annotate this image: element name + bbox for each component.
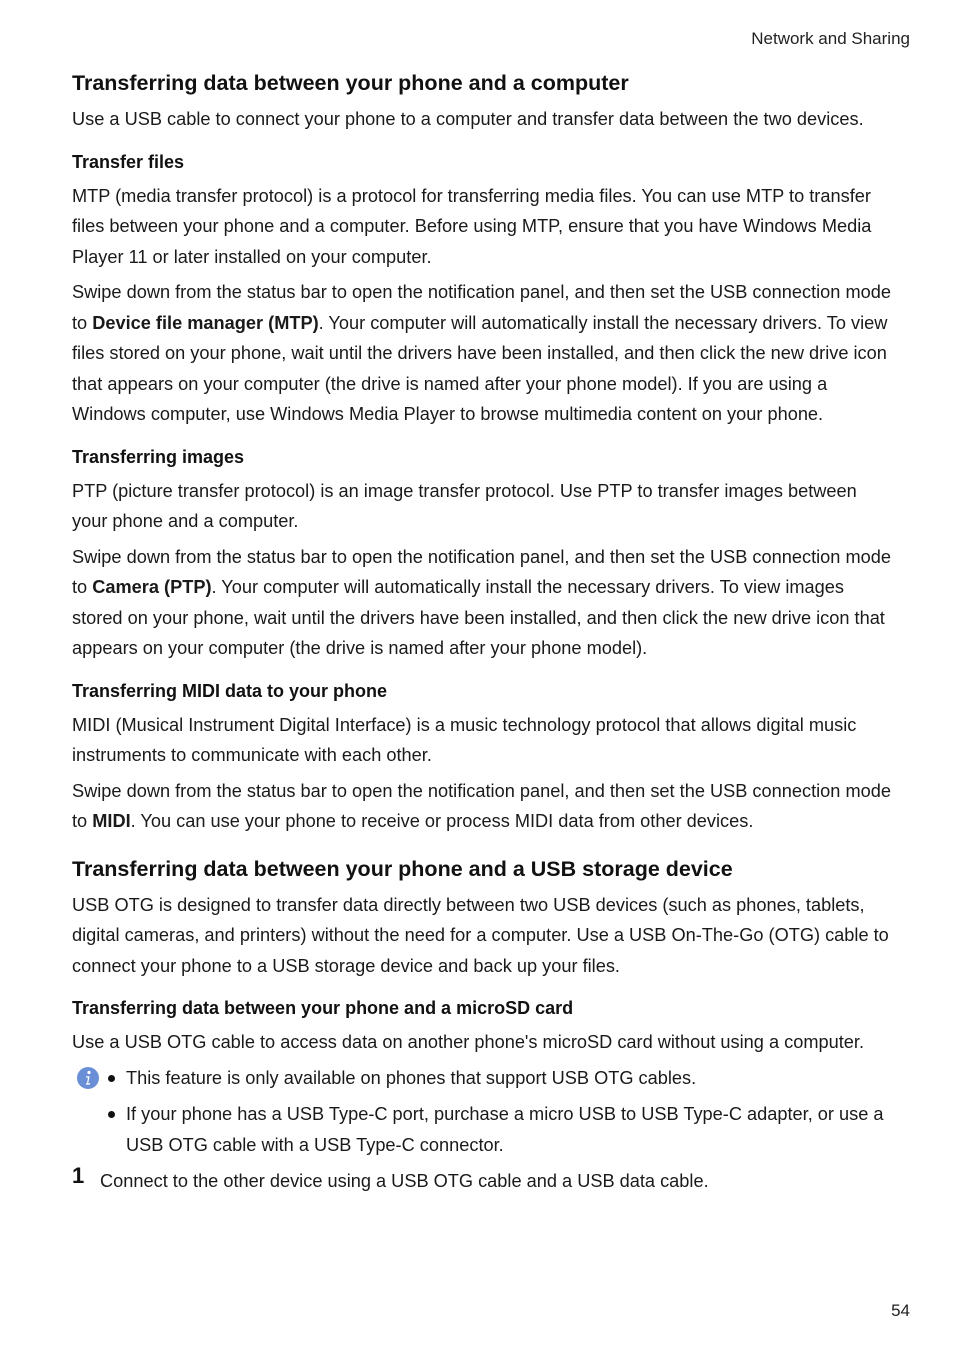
page-content: [72, 68, 892, 1197]
ptp-mode-label: Camera (PTP): [92, 577, 212, 597]
step-number: 1: [72, 1163, 85, 1188]
page-number: 54: [891, 1301, 910, 1320]
midi-mode-label: MIDI: [92, 811, 131, 831]
note-item: This feature is only available on phones that support USB OTG cables.: [108, 1063, 892, 1094]
transfer-files-paragraph-1: MTP (media transfer protocol) is a protocol for transferring media files. You can use MTP to transfer files between your phone and a computer. Before using MTP, ensure that you have Windows Media Player 11 or later installed on your computer.: [72, 185, 872, 267]
bullet-icon: [108, 1075, 115, 1082]
subsection-title-transfer-midi: Transferring MIDI data to your phone: [72, 680, 388, 701]
note-item: If your phone has a USB Type-C port, purchase a micro USB to USB Type-C adapter, or use a USB OTG cable with a USB Type-C connector.: [108, 1099, 892, 1160]
transfer-midi-paragraph-2: Swipe down from the status bar to open the notification panel, and then set the USB connection mode to MIDI. You can use your phone to receive or process MIDI data from other devices.: [72, 780, 891, 831]
step-text: Connect to the other device using a USB OTG cable and a USB data cable.: [100, 1171, 709, 1191]
subsection-title-transfer-images: Transferring images: [72, 446, 245, 467]
info-icon: [76, 1066, 100, 1090]
section-intro-usb-storage: USB OTG is designed to transfer data directly between two USB devices (such as phones, tablets, digital cameras, and printers) without the need for a computer. Use a USB On-The-Go (OTG) cable to connect your phone to a USB storage device and back up your files.: [72, 894, 889, 976]
section-intro-computer: Use a USB cable to connect your phone to a computer and transfer data between the two devices.: [72, 109, 864, 129]
transfer-midi-paragraph-1: MIDI (Musical Instrument Digital Interface) is a music technology protocol that allows digital music instruments to communicate with each other.: [72, 714, 857, 765]
section-title-usb-storage: Transferring data between your phone and a USB storage device: [72, 856, 733, 881]
microsd-paragraph-1: Use a USB OTG cable to access data on another phone's microSD card without using a computer.: [72, 1032, 864, 1052]
step-1: [72, 1163, 892, 1197]
note-box: [72, 1063, 892, 1161]
transfer-images-paragraph-1: PTP (picture transfer protocol) is an image transfer protocol. Use PTP to transfer images between your phone and a computer.: [72, 480, 857, 531]
running-header: Network and Sharing: [751, 29, 910, 48]
transfer-images-paragraph-2: Swipe down from the status bar to open the notification panel, and then set the USB connection mode to Camera (PTP). Your computer will automatically install the necessary drivers. To view images stored on your phone, wait until the drivers have been installed, and then click the new drive icon that appears on your computer (the drive is named after your phone model).: [72, 546, 891, 658]
section-title-computer: Transferring data between your phone and a computer: [72, 71, 629, 95]
transfer-files-paragraph-2: Swipe down from the status bar to open the notification panel, and then set the USB connection mode to Device file manager (MTP). Your computer will automatically install the necessary drivers. To view files stored on your phone, wait until the drivers have been installed, and then click the new drive icon that appears on your computer (the drive is named after your phone model). If you are using a Windows computer, use Windows Media Player to browse multimedia content on your phone.: [72, 282, 891, 424]
subsection-title-microsd: Transferring data between your phone and a microSD card: [72, 998, 574, 1018]
note-list: [72, 1063, 892, 1161]
mtp-mode-label: Device file manager (MTP): [92, 312, 319, 333]
bullet-icon: [108, 1111, 115, 1118]
subsection-title-transfer-files: Transfer files: [72, 151, 185, 172]
